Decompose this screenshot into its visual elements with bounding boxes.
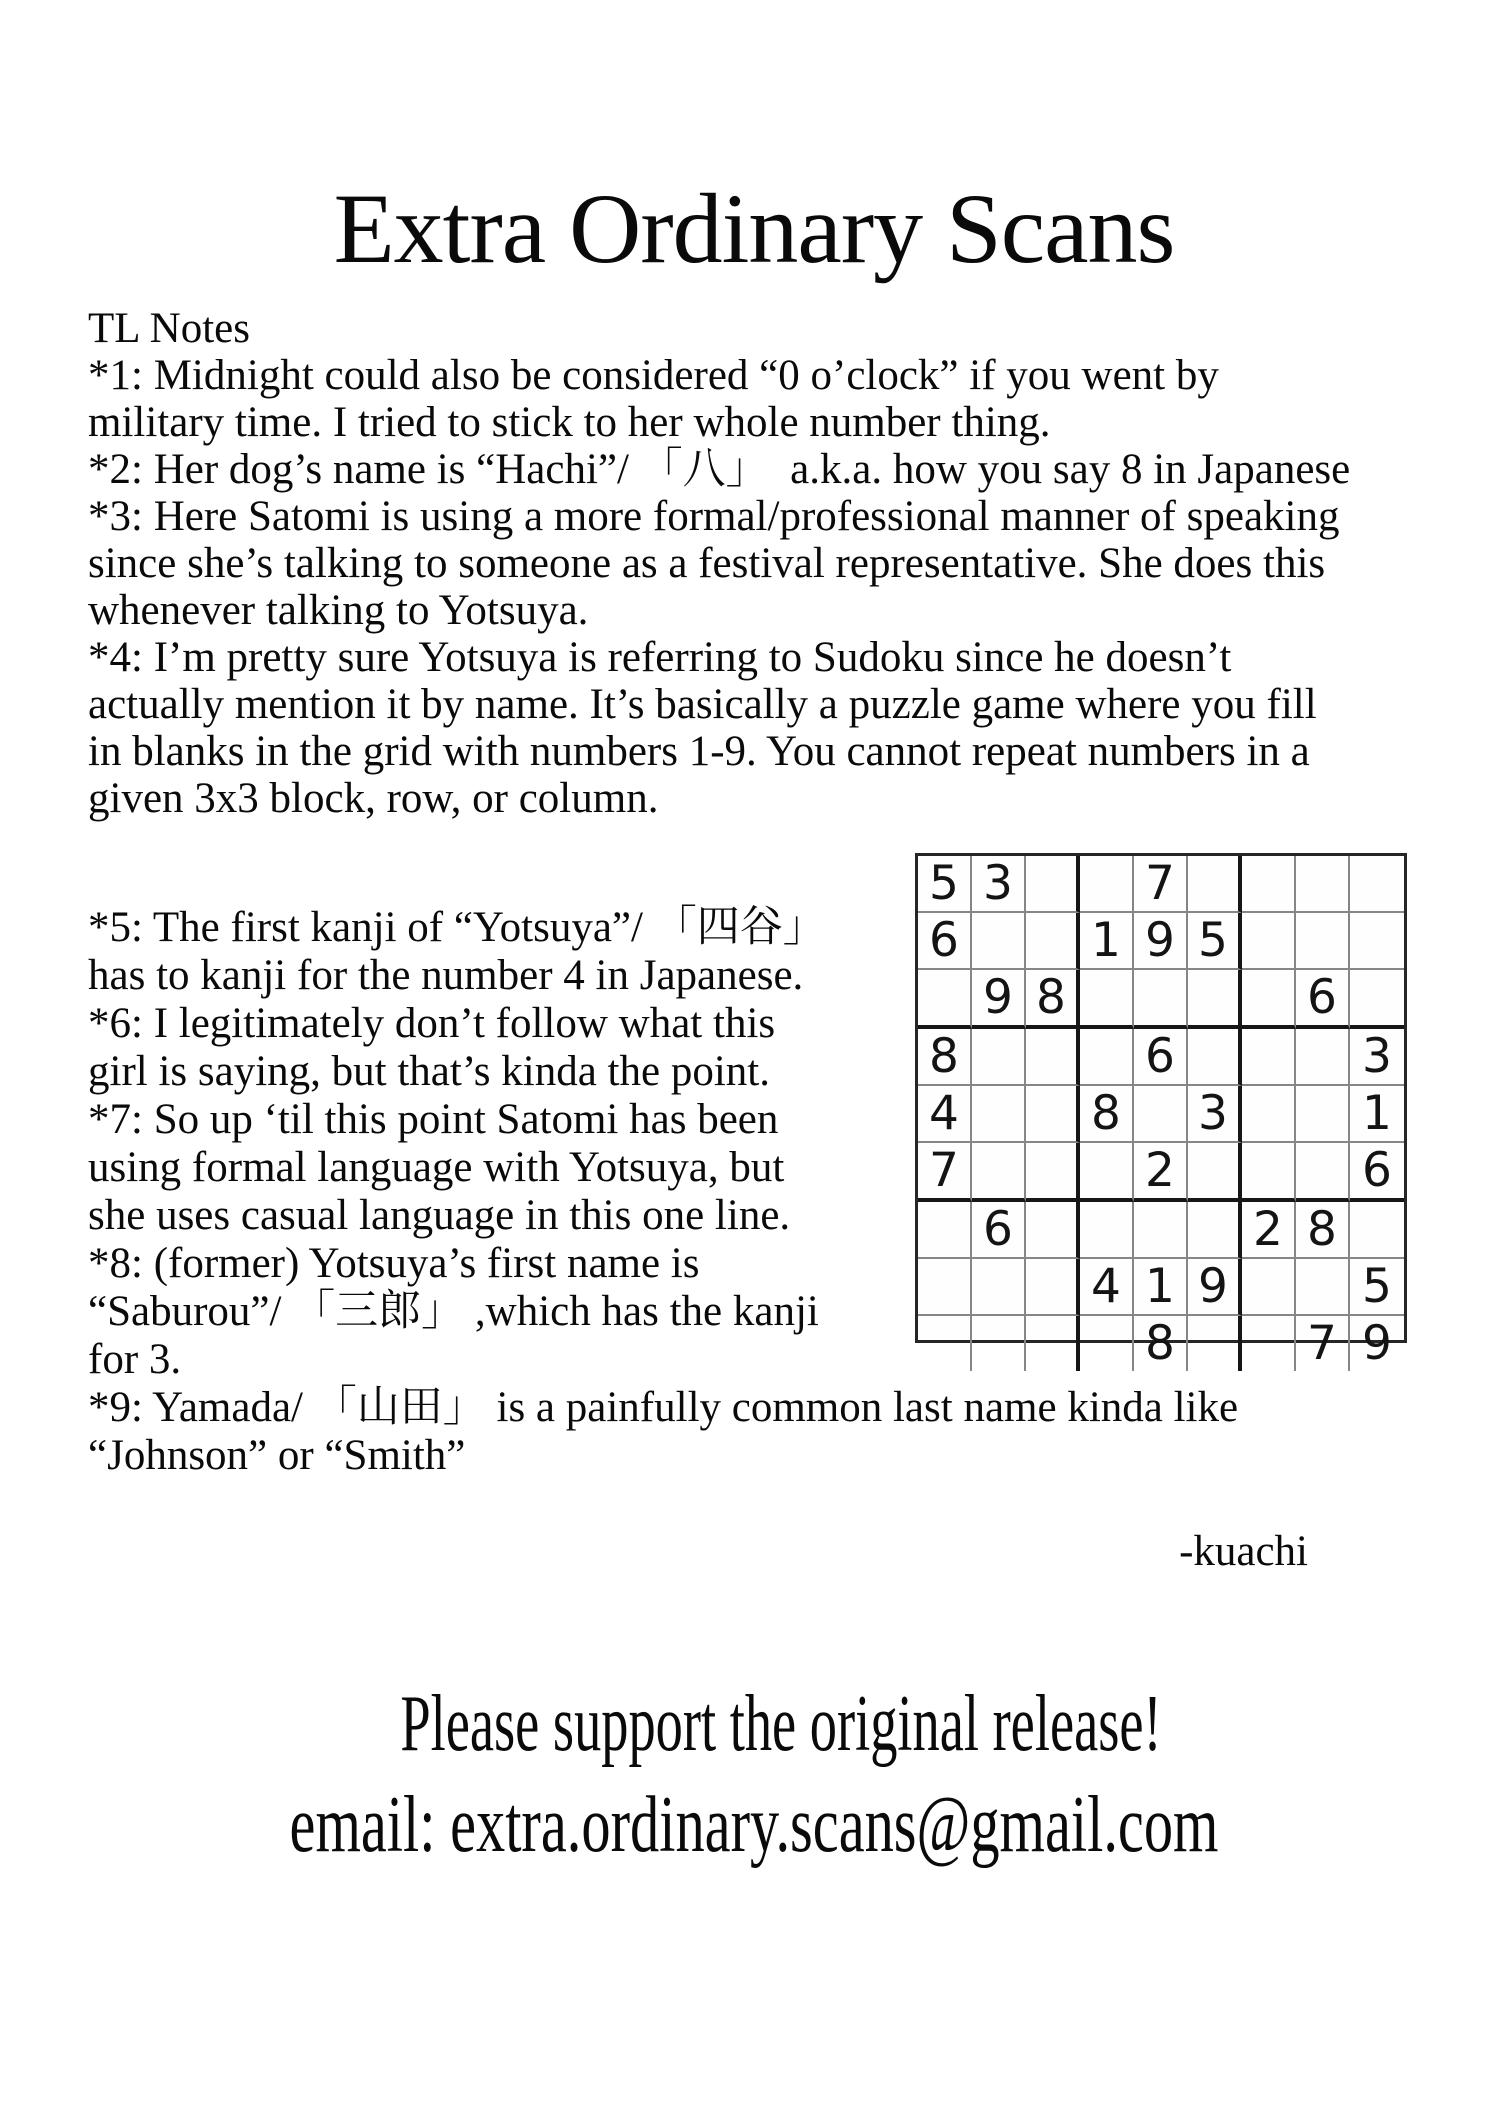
sudoku-cell: 7: [1134, 856, 1188, 913]
sudoku-cell: [1296, 1259, 1350, 1316]
tl-notes-block: [88, 305, 1350, 822]
sudoku-cell: 3: [1188, 1086, 1242, 1143]
tl-note-line: has to kanji for the number 4 in Japanese.: [88, 952, 804, 999]
tl-note-line: whenever talking to Yotsuya.: [88, 587, 589, 634]
tl-note-line: given 3x3 block, row, or column.: [88, 775, 659, 822]
sudoku-cell: 8: [1296, 1202, 1350, 1259]
sudoku-cell: [1350, 970, 1404, 1029]
sudoku-cell: [1242, 1086, 1296, 1143]
sudoku-cell: [1350, 913, 1404, 970]
sudoku-cell: 9: [1188, 1259, 1242, 1316]
contact-email: email: extra.ordinary.scans@gmail.com: [289, 1781, 1219, 1869]
sudoku-cell: [1242, 1316, 1296, 1371]
sudoku-cell: 5: [1188, 913, 1242, 970]
support-message: Please support the original release!: [400, 1680, 1162, 1768]
sudoku-cell: 6: [1134, 1029, 1188, 1086]
sudoku-cell: 9: [1134, 913, 1188, 970]
sudoku-cell: 5: [1350, 1259, 1404, 1316]
tl-note-line: *6: I legitimately don’t follow what this: [88, 1000, 776, 1047]
tl-note-line: *2: Her dog’s name is “Hachi”/ 「八」 a.k.a. how you say 8 in Japanese: [88, 446, 1351, 493]
sudoku-cell: 9: [972, 970, 1026, 1029]
tl-note-line: “Saburou”/ 「三郎」 ,which has the kanji: [88, 1288, 819, 1335]
tl-note-line: she uses casual language in this one line.: [88, 1192, 791, 1239]
sudoku-cell: [1350, 1202, 1404, 1259]
sudoku-cell: 1: [1080, 913, 1134, 970]
sudoku-cell: [1242, 970, 1296, 1029]
sudoku-cell: 1: [1350, 1086, 1404, 1143]
sudoku-cell: 7: [918, 1143, 972, 1202]
sudoku-cell: 3: [1350, 1029, 1404, 1086]
sudoku-cell: 8: [1134, 1316, 1188, 1371]
translator-signature: -kuachi: [1179, 1528, 1308, 1575]
sudoku-cell: 9: [1362, 1316, 1392, 1371]
sudoku-cell: 3: [972, 856, 1026, 913]
sudoku-cell: [1296, 1029, 1350, 1086]
tl-note-line: “Johnson” or “Smith”: [88, 1432, 466, 1479]
tl-note-line: *8: (former) Yotsuya’s first name is: [88, 1240, 700, 1287]
tl-note-line: *9: Yamada/ 「山田」 is a painfully common last name kinda like: [88, 1384, 1239, 1431]
tl-note-line: *1: Midnight could also be considered “0 o’clock” if you went by: [88, 352, 1219, 399]
sudoku-cell: 5: [918, 856, 972, 913]
sudoku-cell: 7: [1296, 1316, 1350, 1371]
tl-note-line: actually mention it by name. It’s basically a puzzle game where you fill: [88, 681, 1317, 728]
tl-notes-block-2: [88, 904, 1238, 1480]
sudoku-cell: 6: [1296, 970, 1350, 1029]
tl-note-line: *5: The first kanji of “Yotsuya”/ 「四谷」: [88, 904, 826, 951]
sudoku-cell: 1: [1134, 1259, 1188, 1316]
tl-note-line: TL Notes: [88, 305, 251, 352]
sudoku-cell: 6: [1350, 1143, 1404, 1202]
sudoku-cell: 8: [1026, 970, 1080, 1029]
sudoku-cell: 2: [1242, 1202, 1296, 1259]
sudoku-cell: 4: [918, 1086, 972, 1143]
sudoku-cell: [1242, 1029, 1296, 1086]
sudoku-cell: 6: [972, 1202, 1026, 1259]
sudoku-cell: [1242, 913, 1296, 970]
sudoku-cell: [1296, 913, 1350, 970]
tl-note-line: since she’s talking to someone as a festival representative. She does this: [88, 540, 1326, 587]
tl-note-line: for 3.: [88, 1336, 182, 1383]
tl-note-line: girl is saying, but that’s kinda the point.: [88, 1048, 770, 1095]
sudoku-cell: [1242, 856, 1296, 913]
sudoku-cell: [1242, 1259, 1296, 1316]
sudoku-cell: [1350, 856, 1404, 913]
tl-note-line: *4: I’m pretty sure Yotsuya is referring to Sudoku since he doesn’t: [88, 634, 1232, 681]
sudoku-cell: 4: [1080, 1259, 1134, 1316]
sudoku-cell: 6: [918, 913, 972, 970]
sudoku-cell: [1296, 1143, 1350, 1202]
sudoku-cell: 2: [1134, 1143, 1188, 1202]
tl-note-line: *7: So up ‘til this point Satomi has been: [88, 1096, 779, 1143]
tl-note-line: *3: Here Satomi is using a more formal/professional manner of speaking: [88, 493, 1340, 540]
sudoku-cell: [1242, 1143, 1296, 1202]
sudoku-cell: [1296, 856, 1350, 913]
sudoku-cell: 8: [1080, 1086, 1134, 1143]
tl-note-line: military time. I tried to stick to her whole number thing.: [88, 399, 1051, 446]
tl-note-line: using formal language with Yotsuya, but: [88, 1144, 785, 1191]
tl-note-line: in blanks in the grid with numbers 1-9. You cannot repeat numbers in a: [88, 728, 1310, 775]
page-title: Extra Ordinary Scans: [333, 173, 1175, 284]
sudoku-cell: [1296, 1086, 1350, 1143]
sudoku-cell: 8: [918, 1029, 972, 1086]
